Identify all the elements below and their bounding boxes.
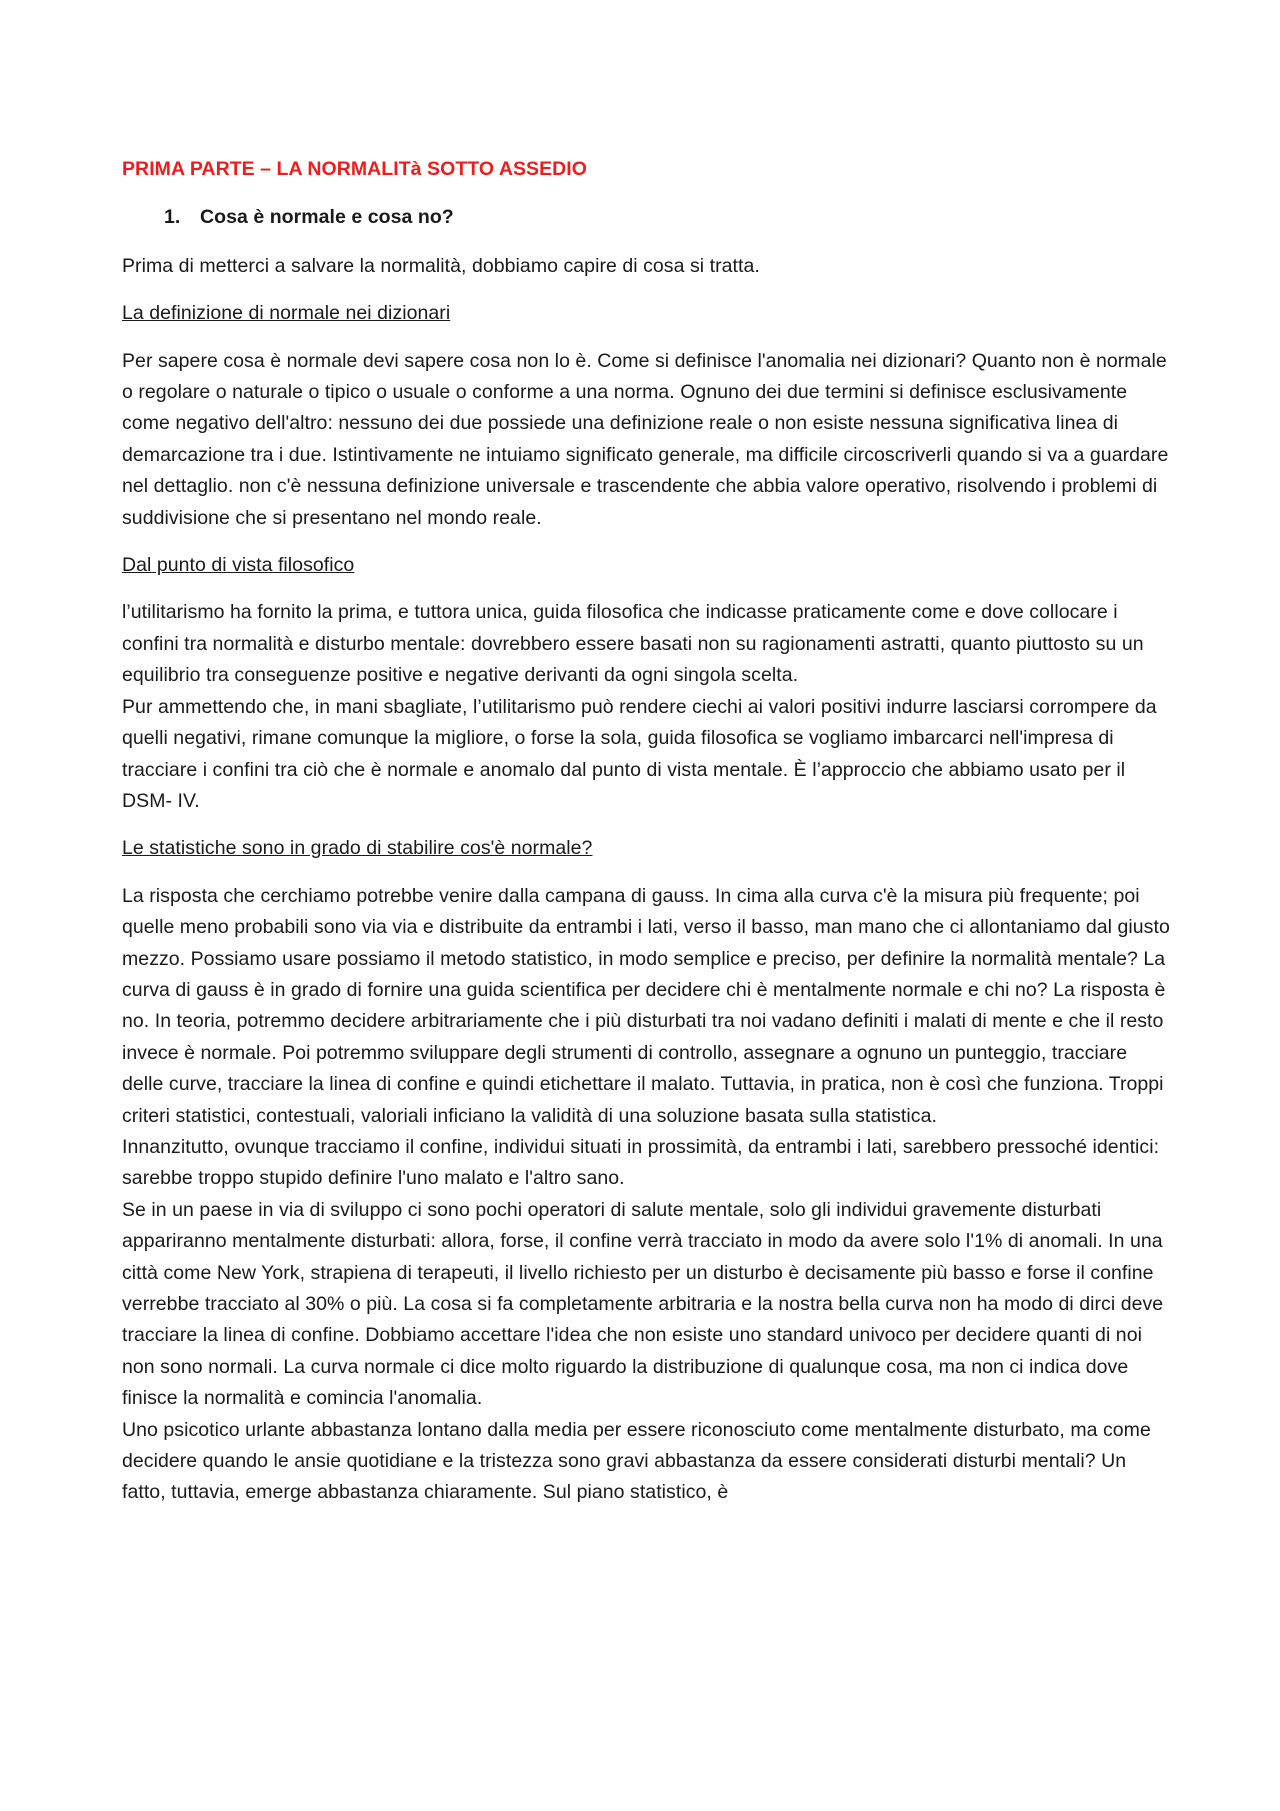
paragraph-statistics-1: La risposta che cerchiamo potrebbe venire dalla campana di gauss. In cima alla curva c'è la misura più frequente; poi quelle meno probabili sono via via e distribuite da entrambi i lati, verso il basso, man mano che ci allontaniamo dal giusto mezzo. Possiamo usare possiamo il metodo statistico, in modo semplice e preciso, per definire la normalità mentale? La curva di gauss è in grado di fornire una guida scientifica per decidere chi è mentalmente normale e chi no? La risposta è no. In teoria, potremmo decidere arbitrariamente che i più disturbati tra noi vadano definiti i malati di mente e che il resto invece è normale. Poi potremmo sviluppare degli strumenti di controllo, assegnare a ognuno un punteggio, tracciare delle curve, tracciare la linea di confine e quindi etichettare il malato. Tuttavia, in pratica, non è così che funziona. Troppi criteri statistici, contestuali, valoriali inficiano la validità di una soluzione basata sulla statistica. <box>122 884 1170 1127</box>
subsection-heading-philosophy: Dal punto di vista filosofico <box>122 554 355 577</box>
section-number: 1. <box>164 206 181 229</box>
subsection-heading-statistics: Le statistiche sono in grado di stabilire cos'è normale? <box>122 837 593 860</box>
intro-paragraph: Prima di metterci a salvare la normalità, dobbiamo capire di cosa si tratta. <box>122 254 760 277</box>
paragraph-philosophy-block <box>122 597 1172 817</box>
paragraph-philosophy-1: l’utilitarismo ha fornito la prima, e tuttora unica, guida filosofica che indicasse praticamente come e dove collocare i confini tra normalità e disturbo mentale: dovrebbero essere basati non su ragionamenti astratti, quanto piuttosto su un equilibrio tra conseguenze positive e negative derivanti da ogni singola scelta. <box>122 601 1144 687</box>
section-heading-text: Cosa è normale e cosa no? <box>200 206 454 229</box>
paragraph-statistics-4: Uno psicotico urlante abbastanza lontano dalla media per essere riconosciuto come mentalmente disturbato, ma come decidere quando le ansie quotidiane e la tristezza sono gravi abbastanza da essere considerati disturbi mentali? Un fatto, tuttavia, emerge abbastanza chiaramente. Sul piano statistico, è <box>122 1418 1151 1504</box>
paragraph-statistics-3: Se in un paese in via di sviluppo ci sono pochi operatori di salute mentale, solo gli individui gravemente disturbati appariranno mentalmente disturbati: allora, forse, il confine verrà tracciato in modo da avere solo l'1% di anomali. In una città come New York, strapiena di terapeuti, il livello richiesto per un disturbo è decisamente più basso e forse il confine verrebbe tracciato al 30% o più. La cosa si fa completamente arbitraria e la nostra bella curva non ha modo di dirci deve tracciare la linea di confine. Dobbiamo accettare l'idea che non esiste uno standard univoco per decidere quanti di noi non sono normali. La curva normale ci dice molto riguardo la distribuzione di qualunque cosa, ma non ci indica dove finisce la normalità e comincia l'anomalia. <box>122 1198 1164 1410</box>
document-title: PRIMA PARTE – LA NORMALITà SOTTO ASSEDIO <box>122 158 587 180</box>
subsection-heading-dictionary: La definizione di normale nei dizionari <box>122 302 451 325</box>
paragraph-statistics-block <box>122 881 1172 1509</box>
paragraph-philosophy-2: Pur ammettendo che, in mani sbagliate, l’utilitarismo può rendere ciechi ai valori positivi indurre lasciarsi corrompere da quelli negativi, rimane comunque la migliore, o forse la sola, guida filosofica se vogliamo imbarcarci nell'impresa di tracciare i confini tra ciò che è normale e anomalo dal punto di vista mentale. È l’approccio che abbiamo usato per il DSM- IV. <box>122 695 1157 812</box>
paragraph-dictionary: Per sapere cosa è normale devi sapere cosa non lo è. Come si definisce l'anomalia nei dizionari? Quanto non è normale o regolare o naturale o tipico o usuale o conforme a una norma. Ognuno dei due termini si definisce esclusivamente come negativo dell'altro: nessuno dei due possiede una definizione reale o non esiste nessuna significativa linea di demarcazione tra i due. Istintivamente ne intuiamo significato generale, ma difficile circoscriverli quando si va a guardare nel dettaglio. non c'è nessuna definizione universale e trascendente che abbia valore operativo, risolvendo i problemi di suddivisione che si presentano nel mondo reale. <box>122 349 1169 529</box>
section-heading <box>122 202 1172 233</box>
paragraph-statistics-2: Innanzitutto, ovunque tracciamo il confine, individui situati in prossimità, da entrambi i lati, sarebbero pressoché identici: sarebbe troppo stupido definire l'uno malato e l'altro sano. <box>122 1135 1160 1190</box>
document-page <box>122 154 1172 1509</box>
